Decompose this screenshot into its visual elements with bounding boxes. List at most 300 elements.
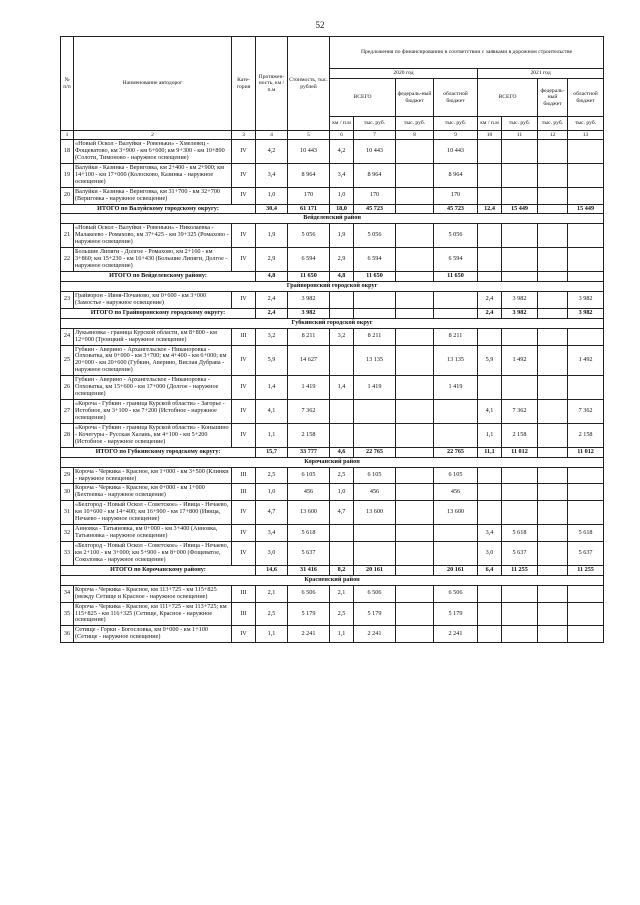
- cell-total-2020: 22 765: [354, 447, 396, 457]
- table-row: [61, 602, 604, 626]
- cell-total-2021: 11 255: [502, 565, 538, 575]
- cell-total-2021: [502, 585, 538, 602]
- district-row: [61, 575, 604, 585]
- cell-total-2021: [502, 484, 538, 501]
- cell-regional-2021: 3 982: [568, 291, 604, 308]
- cell-km-2020: 4,8: [330, 272, 354, 282]
- cell-federal-2021: [538, 542, 568, 566]
- cell-length: 2,4: [256, 291, 288, 308]
- cell-regional-2021: 11 012: [568, 447, 604, 457]
- district-row: [61, 318, 604, 328]
- header-regional-2020: областной бюджет: [434, 79, 478, 117]
- cell-total-2021: [502, 140, 538, 164]
- cell-total-2021: [502, 248, 538, 272]
- column-number: 5: [288, 131, 330, 140]
- cell-regional-2021: [568, 163, 604, 187]
- cell-length: 2,5: [256, 602, 288, 626]
- cell-road-name: «Короча - Губкин - граница Курской области» - Загорье - Истобное, км 3+100 - км 7+200 (Истобное - наружное освещение): [74, 400, 232, 424]
- cell-federal-2020: [396, 602, 434, 626]
- cell-total-2020: 11 650: [354, 272, 396, 282]
- cell-km-2020: 4,2: [330, 140, 354, 164]
- cell-regional-2020: [434, 308, 478, 318]
- cell-km-2020: 1,4: [330, 376, 354, 400]
- cell-federal-2020: [396, 163, 434, 187]
- cell-regional-2020: 6 105: [434, 467, 478, 484]
- cell-km-2020: [330, 525, 354, 542]
- cell-km-2020: [330, 400, 354, 424]
- cell-regional-2021: [568, 602, 604, 626]
- column-number: 12: [538, 131, 568, 140]
- cell-total-2021: 11 012: [502, 447, 538, 457]
- cell-km-2020: 2,1: [330, 585, 354, 602]
- cell-federal-2021: [538, 328, 568, 345]
- cell-category: III: [232, 484, 256, 501]
- cell-total-2021: 5 637: [502, 542, 538, 566]
- cell-total-2020: 13 135: [354, 345, 396, 376]
- total-row: [61, 447, 604, 457]
- cell-total-2021: [502, 163, 538, 187]
- cell-total-2020: [354, 308, 396, 318]
- cell-length: 30,4: [256, 204, 288, 214]
- cell-regional-2020: [434, 291, 478, 308]
- cell-no: 32: [61, 525, 74, 542]
- cell-total-2020: 8 211: [354, 328, 396, 345]
- cell-total-2020: 5 179: [354, 602, 396, 626]
- cell-km-2020: 3,2: [330, 328, 354, 345]
- cell-federal-2021: [538, 585, 568, 602]
- cell-km-2021: [478, 328, 502, 345]
- cell-total-2020: 8 964: [354, 163, 396, 187]
- cell-category: IV: [232, 163, 256, 187]
- cell-category: IV: [232, 248, 256, 272]
- cell-km-2021: [478, 140, 502, 164]
- cell-total-2020: 170: [354, 187, 396, 204]
- cell-category: IV: [232, 542, 256, 566]
- cell-regional-2021: [568, 626, 604, 643]
- cell-length: 1,4: [256, 376, 288, 400]
- cell-road-name: «Короча - Губкин - граница Курской области» - Коньшино - Кочегуры - Русская Халань, км 4+100 - км 5+200 (Истобное - наружное освещение): [74, 423, 232, 447]
- cell-category: III: [232, 585, 256, 602]
- cell-regional-2021: [568, 376, 604, 400]
- cell-length: 4,1: [256, 400, 288, 424]
- cell-length: 5,9: [256, 345, 288, 376]
- cell-regional-2020: 456: [434, 484, 478, 501]
- cell-no: 30: [61, 484, 74, 501]
- cell-cost: 170: [288, 187, 330, 204]
- cell-category: IV: [232, 501, 256, 525]
- cell-km-2020: 2,5: [330, 467, 354, 484]
- header-year-2021: 2021 год: [478, 69, 604, 79]
- cell-length: 15,7: [256, 447, 288, 457]
- cell-km-2020: [330, 308, 354, 318]
- cell-cost: 7 362: [288, 400, 330, 424]
- cell-total-2020: 6 506: [354, 585, 396, 602]
- cell-no: 22: [61, 248, 74, 272]
- cell-cost: 33 777: [288, 447, 330, 457]
- cell-km-2020: [330, 542, 354, 566]
- total-label: ИТОГО по Валуйскому городскому округу:: [61, 204, 256, 214]
- cell-federal-2021: [538, 525, 568, 542]
- cell-regional-2020: 10 443: [434, 140, 478, 164]
- cell-km-2021: [478, 467, 502, 484]
- column-number: 8: [396, 131, 434, 140]
- cell-total-2021: [502, 328, 538, 345]
- cell-km-2020: [330, 423, 354, 447]
- cell-road-name: Короча - Черкика - Красное, км 0+000 - км 1+000 (Бехтеевка - наружное освещение): [74, 484, 232, 501]
- cell-federal-2021: [538, 602, 568, 626]
- cell-km-2020: 18,0: [330, 204, 354, 214]
- cell-federal-2021: [538, 308, 568, 318]
- column-number-row: [61, 131, 604, 140]
- unit-rub: тыс. руб.: [538, 117, 568, 131]
- cell-cost: 6 594: [288, 248, 330, 272]
- cell-cost: 61 171: [288, 204, 330, 214]
- cell-federal-2020: [396, 447, 434, 457]
- cell-length: 2,5: [256, 467, 288, 484]
- cell-km-2021: 12,4: [478, 204, 502, 214]
- unit-km: км / п.м: [330, 117, 354, 131]
- cell-cost: 8 211: [288, 328, 330, 345]
- unit-rub: тыс. руб.: [354, 117, 396, 131]
- cell-total-2021: 15 449: [502, 204, 538, 214]
- cell-km-2021: [478, 272, 502, 282]
- cell-km-2021: 5,9: [478, 345, 502, 376]
- cell-no: 29: [61, 467, 74, 484]
- cell-federal-2020: [396, 423, 434, 447]
- cell-length: 1,0: [256, 484, 288, 501]
- header-regional-2021: областной бюджет: [568, 79, 604, 117]
- cell-km-2021: 3,4: [478, 525, 502, 542]
- cell-total-2021: [502, 467, 538, 484]
- cell-length: 1,1: [256, 423, 288, 447]
- table-row: [61, 484, 604, 501]
- cell-federal-2020: [396, 248, 434, 272]
- cell-total-2020: 2 241: [354, 626, 396, 643]
- cell-category: IV: [232, 626, 256, 643]
- cell-no: 23: [61, 291, 74, 308]
- header-length: Протяжен-ность, км / п.м: [256, 37, 288, 131]
- cell-federal-2021: [538, 204, 568, 214]
- cell-length: 3,0: [256, 542, 288, 566]
- cell-federal-2020: [396, 328, 434, 345]
- cell-total-2020: 20 161: [354, 565, 396, 575]
- cell-regional-2020: [434, 423, 478, 447]
- cell-total-2020: 6 594: [354, 248, 396, 272]
- cell-cost: 10 443: [288, 140, 330, 164]
- header-name: Наименование автодорог: [74, 37, 232, 131]
- cell-km-2020: 3,4: [330, 163, 354, 187]
- district-heading: Губкинский городской округ: [61, 318, 604, 328]
- cell-length: 1,1: [256, 626, 288, 643]
- cell-regional-2021: [568, 248, 604, 272]
- cell-cost: 11 650: [288, 272, 330, 282]
- cell-km-2021: [478, 224, 502, 248]
- cell-regional-2021: [568, 467, 604, 484]
- table-row: [61, 467, 604, 484]
- cell-federal-2020: [396, 501, 434, 525]
- cell-category: IV: [232, 291, 256, 308]
- cell-cost: 3 982: [288, 308, 330, 318]
- district-row: [61, 214, 604, 224]
- cell-cost: 14 627: [288, 345, 330, 376]
- cell-federal-2020: [396, 565, 434, 575]
- cell-road-name: Сетище - Горки - Богословка, км 0+000 - км 1+100 (Сетище - наружное освещение): [74, 626, 232, 643]
- cell-regional-2020: 5 179: [434, 602, 478, 626]
- cell-road-name: Короча - Черкика - Красное, км 1+000 - км 3+500 (Клинки - наружное освещение): [74, 467, 232, 484]
- cell-length: 4,8: [256, 272, 288, 282]
- cell-federal-2021: [538, 248, 568, 272]
- cell-cost: 13 600: [288, 501, 330, 525]
- cell-total-2020: [354, 525, 396, 542]
- cell-federal-2021: [538, 447, 568, 457]
- cell-federal-2021: [538, 163, 568, 187]
- header-category: Кате-гория: [232, 37, 256, 131]
- cell-total-2020: 5 056: [354, 224, 396, 248]
- cell-length: 4,7: [256, 501, 288, 525]
- cell-road-name: Губкин - Аверино - Архангельское - Никаноровка - Олховатка, км 15+600 - км 17+000 (Долгое - наружное освещение): [74, 376, 232, 400]
- header-total-2021: ВСЕГО: [478, 79, 538, 117]
- cell-category: IV: [232, 140, 256, 164]
- cell-regional-2021: [568, 187, 604, 204]
- cell-total-2021: [502, 626, 538, 643]
- cell-length: 4,2: [256, 140, 288, 164]
- cell-total-2020: 13 600: [354, 501, 396, 525]
- cell-cost: 6 506: [288, 585, 330, 602]
- cell-road-name: Короча - Черкика - Красное, км 113+725 - км 115+825 (между Сетище и Красное - наружное освещение): [74, 585, 232, 602]
- cell-km-2021: [478, 484, 502, 501]
- cell-km-2020: 2,9: [330, 248, 354, 272]
- table-row: [61, 187, 604, 204]
- cell-km-2020: 2,5: [330, 602, 354, 626]
- table-row: [61, 376, 604, 400]
- cell-length: 3,4: [256, 163, 288, 187]
- cell-regional-2020: [434, 400, 478, 424]
- cell-regional-2020: 45 723: [434, 204, 478, 214]
- cell-category: III: [232, 602, 256, 626]
- cell-total-2020: [354, 542, 396, 566]
- table-header: [61, 37, 604, 140]
- cell-km-2020: [330, 291, 354, 308]
- table-row: [61, 248, 604, 272]
- cell-regional-2021: 7 362: [568, 400, 604, 424]
- column-number: 1: [61, 131, 74, 140]
- cell-road-name: Большие Липяги - Долгое - Ромахово, км 2+160 - км 3+860; км 15+230 - км 16+430 (Большие Липяги, Долгое - наружное освещение): [74, 248, 232, 272]
- header-year-2020: 2020 год: [330, 69, 478, 79]
- cell-federal-2021: [538, 272, 568, 282]
- cell-federal-2021: [538, 224, 568, 248]
- district-heading: Корочанский район: [61, 457, 604, 467]
- table-row: [61, 328, 604, 345]
- cell-cost: 5 637: [288, 542, 330, 566]
- cell-federal-2020: [396, 291, 434, 308]
- cell-km-2021: 4,1: [478, 400, 502, 424]
- cell-regional-2020: 8 211: [434, 328, 478, 345]
- cell-total-2020: 45 723: [354, 204, 396, 214]
- road-financing-table: [60, 36, 604, 643]
- cell-total-2021: [502, 376, 538, 400]
- header-federal-2020: федераль-ный бюджет: [396, 79, 434, 117]
- cell-road-name: «Белгород - Новый Оскол - Советское» - Ивица - Нечаево, км 10+600 - км 14+400; км 16+900 - км 17+800 (Ивица, Нечаево - наружное освещение): [74, 501, 232, 525]
- column-number: 3: [232, 131, 256, 140]
- cell-federal-2021: [538, 626, 568, 643]
- cell-federal-2021: [538, 484, 568, 501]
- unit-km: км / п.м: [478, 117, 502, 131]
- cell-cost: 5 618: [288, 525, 330, 542]
- cell-regional-2021: [568, 585, 604, 602]
- cell-federal-2021: [538, 376, 568, 400]
- cell-total-2021: 7 362: [502, 400, 538, 424]
- table-row: [61, 291, 604, 308]
- cell-km-2021: [478, 626, 502, 643]
- cell-road-name: Короча - Черкика - Красное, км 111+725 - км 113+725; км 115+825 - км 116+325 (Сетище, Красное - наружное освещение): [74, 602, 232, 626]
- cell-no: 25: [61, 345, 74, 376]
- table-row: [61, 423, 604, 447]
- cell-federal-2020: [396, 308, 434, 318]
- cell-road-name: Валуйки - Казинка - Вериговка, км 2+400 - км 2+900; км 14+100 - км 17+000 (Колосково, Казинка - наружное освещение): [74, 163, 232, 187]
- cell-km-2021: [478, 187, 502, 204]
- cell-federal-2021: [538, 400, 568, 424]
- district-row: [61, 457, 604, 467]
- cell-regional-2021: 3 982: [568, 308, 604, 318]
- cell-total-2020: 10 443: [354, 140, 396, 164]
- cell-cost: 3 982: [288, 291, 330, 308]
- cell-total-2021: [502, 187, 538, 204]
- cell-federal-2020: [396, 224, 434, 248]
- cell-federal-2020: [396, 525, 434, 542]
- cell-km-2021: 2,4: [478, 308, 502, 318]
- table-row: [61, 626, 604, 643]
- cell-category: III: [232, 467, 256, 484]
- cell-regional-2021: 5 618: [568, 525, 604, 542]
- cell-category: IV: [232, 187, 256, 204]
- cell-cost: 8 964: [288, 163, 330, 187]
- cell-regional-2021: [568, 140, 604, 164]
- table-row: [61, 525, 604, 542]
- table-row: [61, 501, 604, 525]
- cell-regional-2021: 2 158: [568, 423, 604, 447]
- page-number: 52: [315, 20, 325, 30]
- cell-cost: 5 056: [288, 224, 330, 248]
- cell-regional-2020: 5 056: [434, 224, 478, 248]
- cell-total-2021: 5 618: [502, 525, 538, 542]
- cell-regional-2020: 170: [434, 187, 478, 204]
- table-row: [61, 163, 604, 187]
- cell-road-name: Лукьяновка - граница Курской области, км 8+800 - км 12+000 (Троицкий - наружное освещение): [74, 328, 232, 345]
- cell-no: 28: [61, 423, 74, 447]
- cell-length: 14,6: [256, 565, 288, 575]
- total-row: [61, 565, 604, 575]
- cell-no: 26: [61, 376, 74, 400]
- column-number: 11: [502, 131, 538, 140]
- cell-federal-2021: [538, 345, 568, 376]
- cell-regional-2020: 20 161: [434, 565, 478, 575]
- column-number: 7: [354, 131, 396, 140]
- header-proposals: Предложения по финансированию в соответствии с заявками в дорожном строительстве: [330, 37, 604, 69]
- cell-no: 27: [61, 400, 74, 424]
- cell-category: IV: [232, 525, 256, 542]
- unit-rub: тыс. руб.: [502, 117, 538, 131]
- cell-total-2021: [502, 224, 538, 248]
- cell-total-2020: 456: [354, 484, 396, 501]
- cell-federal-2020: [396, 140, 434, 164]
- cell-length: 2,4: [256, 308, 288, 318]
- cell-federal-2021: [538, 565, 568, 575]
- cell-regional-2021: [568, 272, 604, 282]
- cell-category: IV: [232, 376, 256, 400]
- cell-length: 2,9: [256, 248, 288, 272]
- column-number: 6: [330, 131, 354, 140]
- cell-regional-2020: 22 765: [434, 447, 478, 457]
- cell-km-2020: 1,9: [330, 224, 354, 248]
- cell-regional-2021: [568, 328, 604, 345]
- cell-road-name: Валуйки - Казинка - Вериговка, км 31+700 - км 32+700 (Вериговка - наружное освещение): [74, 187, 232, 204]
- cell-road-name: Анновка - Татьяновка, км 0+000 - км 3+400 (Анновка, Татьяновка - наружное освещение): [74, 525, 232, 542]
- cell-federal-2020: [396, 484, 434, 501]
- cell-cost: 456: [288, 484, 330, 501]
- cell-regional-2020: 1 419: [434, 376, 478, 400]
- header-federal-2021: федераль-ный бюджет: [538, 79, 568, 117]
- cell-cost: 2 158: [288, 423, 330, 447]
- total-label: ИТОГО по Корочанскому району:: [61, 565, 256, 575]
- cell-regional-2021: 11 255: [568, 565, 604, 575]
- cell-federal-2021: [538, 291, 568, 308]
- cell-category: IV: [232, 400, 256, 424]
- cell-km-2021: 2,4: [478, 291, 502, 308]
- cell-km-2020: 1,1: [330, 626, 354, 643]
- cell-regional-2020: 6 506: [434, 585, 478, 602]
- table-body: [61, 140, 604, 643]
- cell-no: 21: [61, 224, 74, 248]
- total-row: [61, 204, 604, 214]
- cell-federal-2020: [396, 626, 434, 643]
- cell-km-2021: [478, 501, 502, 525]
- cell-federal-2020: [396, 585, 434, 602]
- cell-category: III: [232, 328, 256, 345]
- cell-length: 3,2: [256, 328, 288, 345]
- cell-federal-2020: [396, 467, 434, 484]
- cell-regional-2021: [568, 501, 604, 525]
- cell-km-2021: 3,0: [478, 542, 502, 566]
- cell-length: 3,4: [256, 525, 288, 542]
- cell-cost: 5 179: [288, 602, 330, 626]
- cell-total-2021: [502, 272, 538, 282]
- cell-km-2021: [478, 376, 502, 400]
- cell-total-2021: 1 492: [502, 345, 538, 376]
- cell-no: 36: [61, 626, 74, 643]
- column-number: 10: [478, 131, 502, 140]
- cell-regional-2021: 1 492: [568, 345, 604, 376]
- cell-cost: 2 241: [288, 626, 330, 643]
- cell-road-name: «Новый Оскол - Валуйки - Ровеньки» - Хмелевец - Фощеватово, км 3+900 - км 6+600; км 9+300 - км 10+890 (Солоти, Тимоново - наружное освещение): [74, 140, 232, 164]
- cell-km-2021: [478, 248, 502, 272]
- table-row: [61, 140, 604, 164]
- cell-km-2020: [330, 345, 354, 376]
- cell-km-2020: 4,6: [330, 447, 354, 457]
- cell-federal-2020: [396, 542, 434, 566]
- cell-no: 18: [61, 140, 74, 164]
- cell-no: 20: [61, 187, 74, 204]
- cell-km-2021: [478, 585, 502, 602]
- table-row: [61, 224, 604, 248]
- cell-total-2021: 3 982: [502, 308, 538, 318]
- cell-km-2021: 11,1: [478, 447, 502, 457]
- cell-road-name: «Новый Оскол - Валуйки - Ровеньки» - Николаевка - Малакеево - Ромахово, км 37+425 - км 39+325 (Ромахово - наружное освещение): [74, 224, 232, 248]
- cell-road-name: Губкин - Аверино - Архангельское - Никаноровка - Олховатка, км 0+000 - км 3+700; км 4+400 - км 6+000; км 20+000 - км 20+600 (Губкин, Аверино, Вислая Дубрава - наружное освещение): [74, 345, 232, 376]
- cell-category: IV: [232, 345, 256, 376]
- district-heading: Грайворонский городской округ: [61, 281, 604, 291]
- cell-regional-2020: 13 600: [434, 501, 478, 525]
- cell-total-2020: [354, 423, 396, 447]
